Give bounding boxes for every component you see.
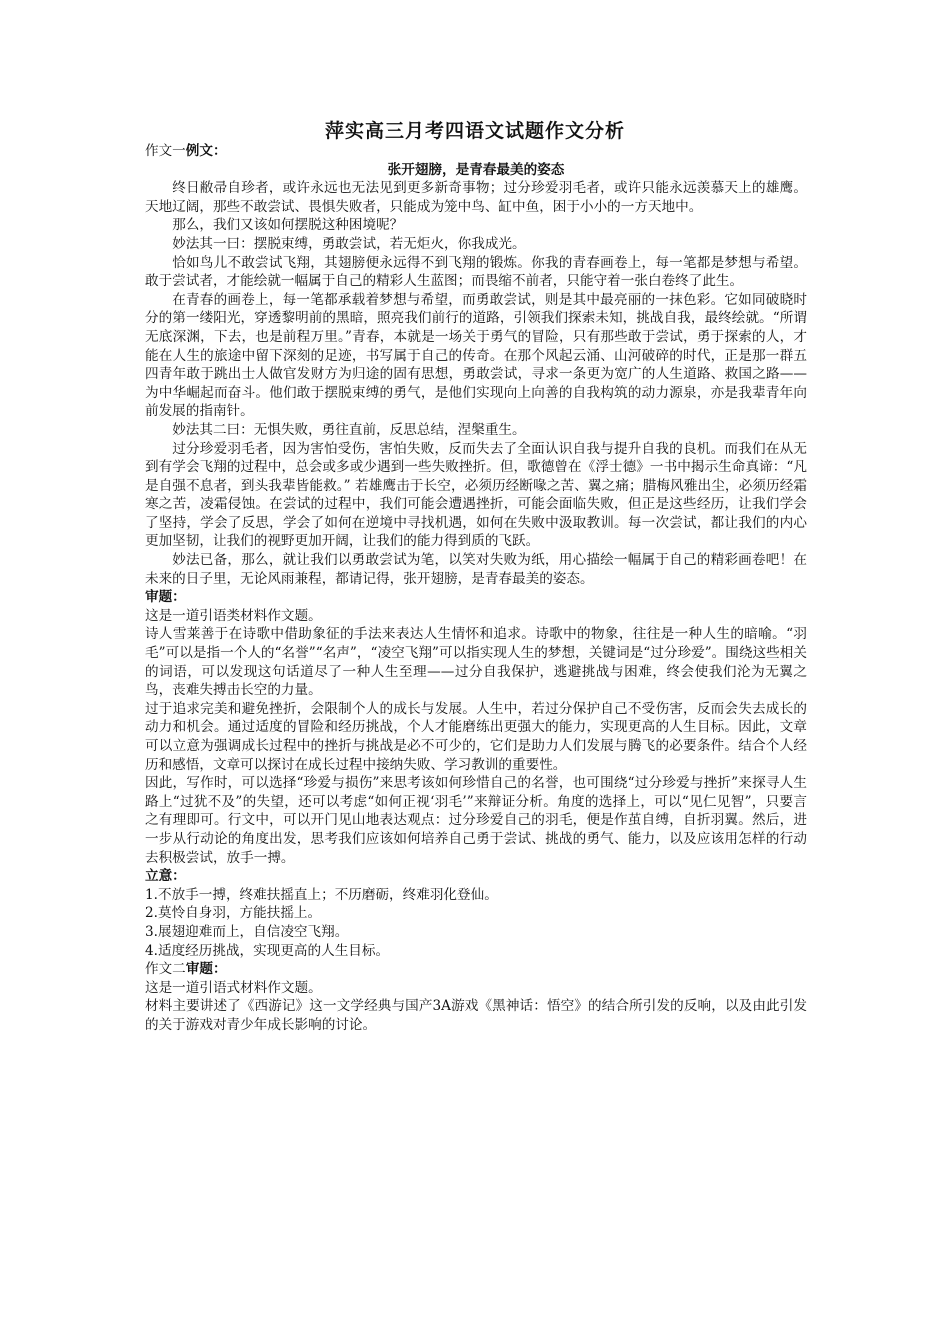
liyi-item: 4.适度经历挑战，实现更高的人生目标。 [145,942,390,959]
shenti1-paragraph: 这是一道引语类材料作文题。 [145,607,322,624]
essay2-label [145,960,807,979]
essay1-label-bold: 例文： [185,143,227,159]
liyi-label: 立意： [145,868,186,885]
shenti1-paragraph: 过于追求完美和避免挫折，会限制个人的成长与发展。人生中，若过分保护自己不受伤害，反而会失去成长的动力和机会。通过适度的冒险和经历挑战，个人才能磨练出更强大的能力，实现更高的人生目标。因此，文章可以立意为强调成长过程中的挫折与挑战是必不可少的，它们是助力人们发展与腾飞的必要条件。结合个人经历和感悟，文章可以探讨在成长过程中接纳失败、学习教训的重要性。 [145,700,807,773]
essay1-paragraph: 妙法已备，那么，就让我们以勇敢尝试为笔，以笑对失败为纸，用心描绘一幅属于自己的精彩画卷吧！在未来的日子里，无论风雨兼程，都请记得，张开翅膀，是青春最美的姿态。 [145,552,807,587]
essay1-paragraph: 在青春的画卷上，每一笔都承载着梦想与希望，而勇敢尝试，则是其中最亮丽的一抹色彩。它如同破晓时分的第一缕阳光，穿透黎明前的黑暗，照亮我们前行的道路，引领我们探索未知，挑战自我，最终绘就。“所谓无底深渊，下去，也是前程万里。”青春，本就是一场关于勇气的冒险，只有那些敢于尝试，勇于探索的人，才能在人生的旅途中留下深刻的足迹，书写属于自己的传奇。在那个风起云涌、山河破碎的时代，正是那一群五四青年敢于跳出士人做官发财方为归途的固有思想，勇敢尝试，寻求一条更为宽广的人生道路、救国之路——为中华崛起而奋斗。他们敢于摆脱束缚的勇气，是他们实现向上向善的自我构筑的动力源泉，亦是我辈青年向前发展的指南针。 [145,291,807,420]
essay1-paragraph: 妙法其一曰：摆脱束缚，勇敢尝试，若无炬火，你我成光。 [172,235,526,252]
shenti1-label: 审题： [145,589,186,606]
essay1-label [145,142,807,161]
liyi-item: 1.不放手一搏，终难扶摇直上；不历磨砺，终难羽化登仙。 [145,886,498,903]
liyi-item: 3.展翅迎难而上，自信凌空飞翔。 [145,923,349,940]
essay1-paragraph: 妙法其二曰：无惧失败，勇往直前，反思总结，涅槃重生。 [172,421,526,438]
essay1-paragraph: 那么，我们又该如何摆脱这种困境呢？ [172,217,404,234]
essay2-paragraph: 这是一道引语式材料作文题。 [145,979,322,996]
essay2-label-prefix: 作文二 [145,961,186,978]
shenti1-paragraph: 因此，写作时，可以选择“珍爱与损伤”来思考该如何珍惜自己的名誉，也可围绕“过分珍爱与挫折”来探寻人生路上“过犹不及”的失望，还可以考虑“如何正视‘羽毛’”来辩证分析。角度的选择上，可以“见仁见智”，只要言之有理即可。行文中，可以开门见山地表达观点：过分珍爱自己的羽毛，便是作茧自缚，自折羽翼。然后，进一步从行动论的角度出发，思考我们应该如何培养自己勇于尝试、挑战的勇气、能力，以及应该用怎样的行动去积极尝试，放手一搏。 [145,775,807,866]
essay1-label-prefix: 作文一 [145,143,186,159]
document-title: 萍实高三月考四语文试题作文分析 [324,120,625,142]
essay1-paragraph: 终日敝帚自珍者，或许永远也无法见到更多新奇事物；过分珍爱羽毛者，或许只能永远羡慕天上的雄鹰。天地辽阔，那些不敢尝试、畏惧失败者，只能成为笼中鸟、缸中鱼，困于小小的一方天地中。 [145,180,807,215]
shenti1-paragraph: 诗人雪莱善于在诗歌中借助象征的手法来表达人生情怀和追求。诗歌中的物象，往往是一种人生的暗喻。“羽毛”可以是指一个人的“名誉”“名声”，“凌空飞翔”可以指实现人生的梦想，关键词是“过分珍爱”。围绕这些相关的词语，可以发现这句话道尽了一种人生至理——过分自我保护，逃避挑战与困难，终会使我们沦为无翼之鸟，丧难失搏击长空的力量。 [145,626,807,699]
essay1-paragraph: 过分珍爱羽毛者，因为害怕受伤，害怕失败，反而失去了全面认识自我与提升自我的良机。而我们在从无到有学会飞翔的过程中，总会或多或少遇到一些失败挫折。但，歌德曾在《浮士德》一书中揭示生命真谛：“凡是自强不息者，到头我辈皆能救。” 若雄鹰击于长空，必须历经断喙之苦、翼之痛；腊梅风雅出尘，必须历经霜寒之苦，凌霜侵蚀。在尝试的过程中，我们可能会遭遇挫折，可能会面临失败，但正是这些经历，让我们学会了坚持，学会了反思，学会了如何在逆境中寻找机遇，如何在失败中汲取教训。每一次尝试，都让我们的内心更加坚韧，让我们的视野更加开阔，让我们的能力得到质的飞跃。 [145,440,807,550]
essay1-title: 张开翅膀，是青春最美的姿态 [387,161,565,178]
liyi-item: 2.莫怜自身羽，方能扶摇上。 [145,905,322,922]
document-body [145,142,807,1035]
essay2-paragraph: 材料主要讲述了《西游记》这一文学经典与国产3A游戏《黑神话：悟空》的结合所引发的反响，以及由此引发的关于游戏对青少年成长影响的讨论。 [145,998,807,1033]
essay2-label-bold: 审题： [185,961,227,978]
essay1-paragraph: 恰如鸟儿不敢尝试飞翔，其翅膀便永远得不到飞翔的锻炼。你我的青春画卷上，每一笔都是梦想与希望。敢于尝试者，才能绘就一幅属于自己的精彩人生蓝图；而畏缩不前者，只能守着一张白卷终了此生。 [145,254,807,290]
